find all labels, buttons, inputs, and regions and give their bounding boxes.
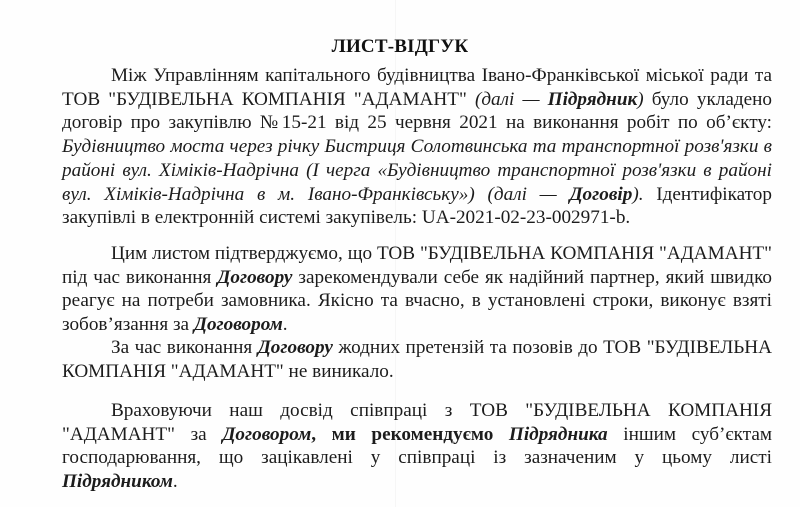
- text-segment: Цим листом підтверджуємо, що ТОВ "БУДІВЕЛЬНА КОМПАНІЯ "АДАМАНТ" під час виконання: [62, 243, 772, 288]
- document-title: ЛИСТ-ВІДГУК: [331, 36, 469, 57]
- term-contract: Договором: [193, 314, 283, 336]
- paragraph-recommendation: [62, 399, 772, 494]
- recommendation-phrase: ми рекомендуємо: [331, 423, 509, 445]
- text-segment: Між Управлінням капітального будівництва Івано-Франківської міської ради та ТОВ "БУДІВЕЛЬНА КОМПАНІЯ "АДАМАНТ": [62, 65, 772, 110]
- text-segment: зарекомендували себе як надійний партнер, який швидко реагує на потреби замовника. Якісно та вчасно, в установлені строки, виконує взяті зобов’язання за: [62, 266, 773, 336]
- text-segment: ).: [632, 183, 644, 205]
- text-segment: іншим суб’єктам господарювання, що зацікавлені у співпраці із зазначеним у цьому листі: [62, 423, 772, 469]
- text-segment: (далі —: [474, 88, 548, 110]
- text-segment: .: [172, 471, 178, 493]
- paragraph-confirmation: [62, 242, 772, 337]
- term-contractor: Підрядником: [62, 471, 173, 493]
- text-segment: ,: [311, 423, 332, 445]
- paragraph-contract-info: [62, 64, 772, 230]
- text-segment: За час виконання: [111, 337, 258, 358]
- text-segment: ): [637, 88, 644, 110]
- term-contractor: Підрядник: [547, 88, 638, 110]
- term-contract: Договір: [569, 183, 633, 205]
- term-contract: Договору: [217, 266, 293, 288]
- term-contractor: Підрядника: [508, 423, 608, 445]
- text-segment: було укладено договір про закупівлю №15-21 від 25 червня 2021 на виконання робіт по об’єкту:: [62, 88, 772, 134]
- term-contract: Договору: [257, 337, 333, 358]
- text-segment: .: [282, 314, 288, 336]
- procurement-identifier: Ідентифікатор закупівлі в електронній системі закупівель: UA-2021-02-23-002971-b.: [62, 183, 772, 229]
- text-segment: жодних претензій та позовів до ТОВ "БУДІВЕЛЬНА КОМПАНІЯ "АДАМАНТ" не виникало.: [62, 337, 773, 382]
- term-contract: Договором: [222, 423, 312, 445]
- text-segment: Враховуючи наш досвід співпраці з ТОВ "БУДІВЕЛЬНА КОМПАНІЯ "АДАМАНТ" за: [62, 400, 772, 445]
- project-description: Будівництво моста через річку Бистриця Солотвинська та транспортної розв'язки в районі вул. Хіміків-Надрічна (І черга «Будівництво транспортної розв'язки в районі вул. Хіміків-Надрічна в м. Івано-Франківську») (далі —: [62, 136, 772, 205]
- paragraph-no-claims: [62, 336, 772, 383]
